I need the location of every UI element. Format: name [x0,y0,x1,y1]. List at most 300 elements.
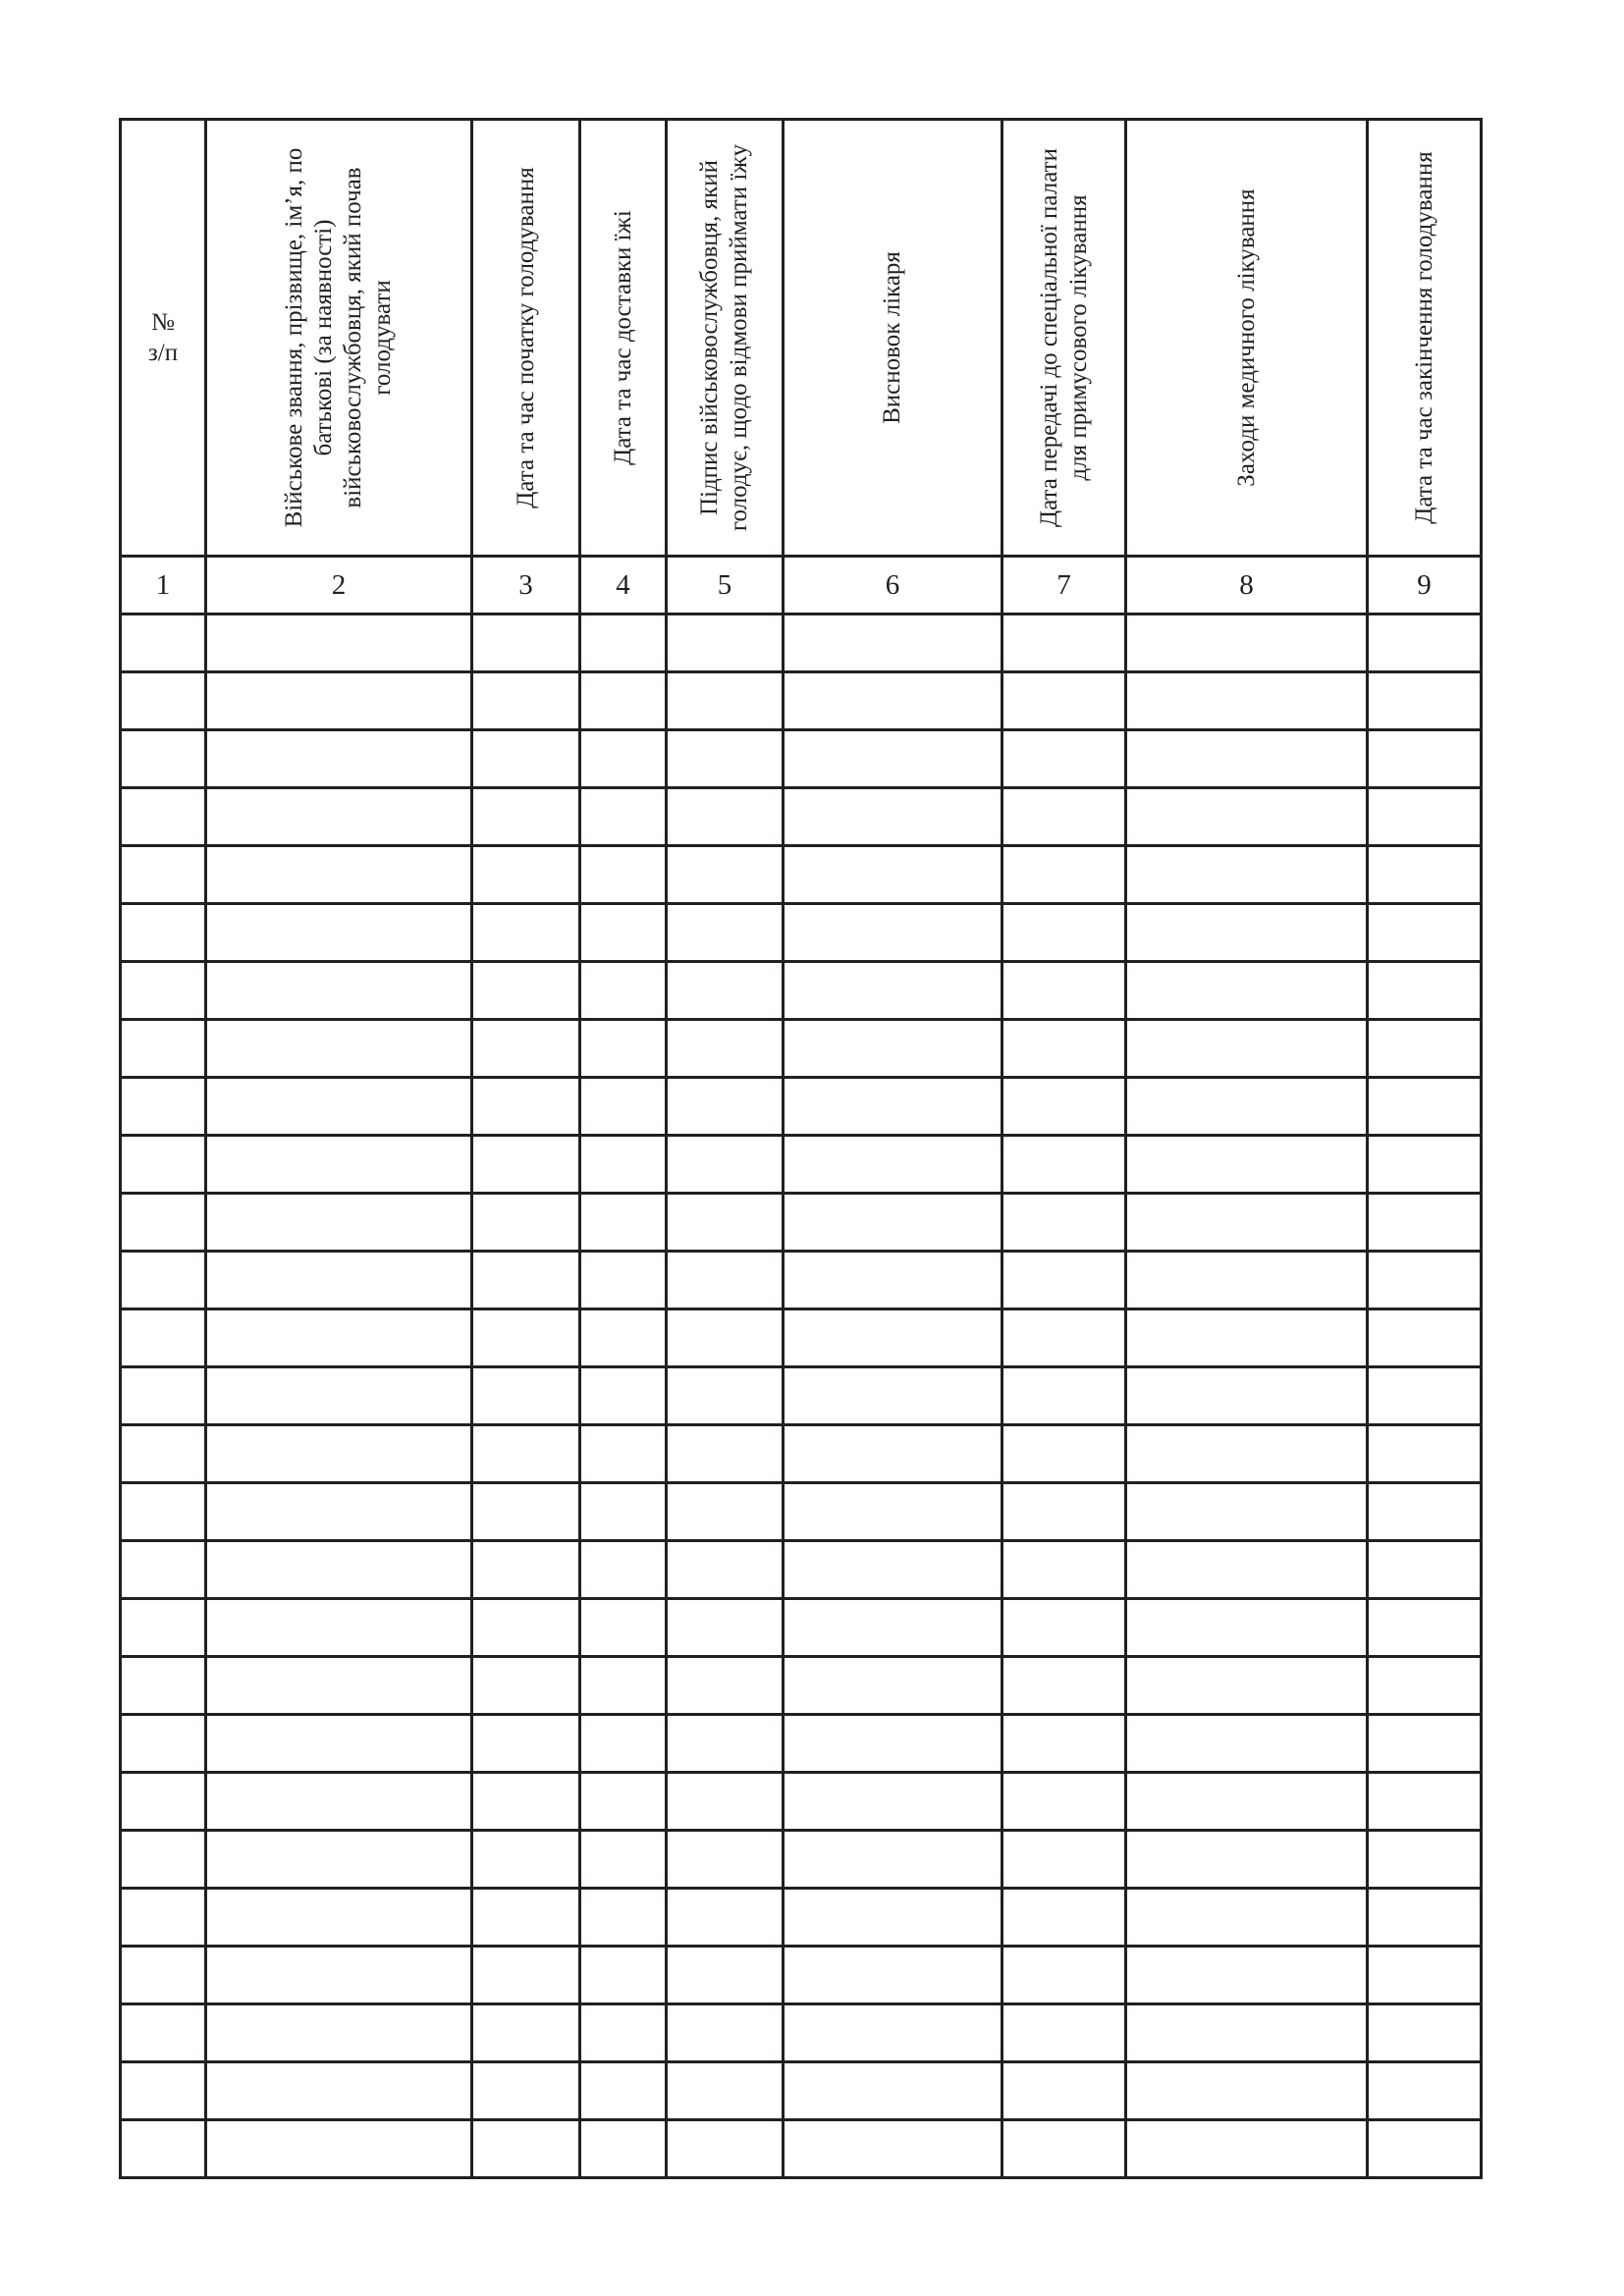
header-signature-label: Підпис військовослужбовця, який голодує, щодо відмови приймати їжу [696,143,752,532]
table-row [121,962,1482,1020]
table-cell [472,904,580,962]
table-cell [580,730,667,788]
table-cell [121,1599,206,1657]
table-cell [121,1541,206,1599]
header-end-date-label: Дата та час закінчення голодування [1410,151,1437,524]
table-cell [472,962,580,1020]
table-cell [784,2120,1002,2178]
table-cell [1002,1657,1126,1715]
table-cell [472,672,580,730]
table-row [121,1078,1482,1136]
table-cell [206,1599,472,1657]
table-row [121,2004,1482,2062]
table-cell [206,846,472,904]
table-cell [580,2062,667,2120]
header-row [121,120,1482,557]
table-cell [1368,1831,1482,1889]
table-cell [580,1657,667,1715]
table-cell [667,614,784,672]
table-cell [1368,1773,1482,1831]
table-cell [580,614,667,672]
table-cell [784,962,1002,1020]
table-cell [206,1309,472,1367]
column-number: 2 [206,557,472,614]
table-cell [1126,614,1368,672]
table-cell [1126,1078,1368,1136]
table-cell [1368,962,1482,1020]
table-cell [1126,1773,1368,1831]
table-cell [1368,1309,1482,1367]
table-cell [667,962,784,1020]
table-cell [784,1483,1002,1541]
table-cell [121,1715,206,1773]
table-cell [121,1773,206,1831]
table-cell [580,904,667,962]
table-cell [1368,1367,1482,1425]
table-cell [121,1657,206,1715]
table-cell [580,1773,667,1831]
header-cell-doctor-conclusion [784,120,1002,557]
table-cell [1002,672,1126,730]
table-cell [472,1020,580,1078]
table-cell [1368,1715,1482,1773]
table-cell [580,1599,667,1657]
table-cell [1368,730,1482,788]
table-cell [1002,1194,1126,1252]
table-cell [1368,1425,1482,1483]
table-cell [206,614,472,672]
table-cell [472,1425,580,1483]
table-cell [784,1020,1002,1078]
table-cell [121,1483,206,1541]
table-cell [1126,1483,1368,1541]
table-cell [667,1194,784,1252]
table-cell [1002,1309,1126,1367]
hunger-strike-journal-table [119,118,1483,2179]
table-cell [121,2004,206,2062]
table-row [121,904,1482,962]
table-cell [784,1541,1002,1599]
table-cell [472,1194,580,1252]
table-cell [667,2062,784,2120]
table-cell [206,1252,472,1309]
table-cell [1126,1252,1368,1309]
table-cell [667,1889,784,1947]
table-cell [1126,1425,1368,1483]
table-row [121,1889,1482,1947]
table-cell [206,1078,472,1136]
table-cell [1126,1831,1368,1889]
table-cell [667,1078,784,1136]
table-cell [1002,1483,1126,1541]
table-cell [121,1194,206,1252]
table-cell [472,1078,580,1136]
table-row [121,614,1482,672]
table-cell [121,962,206,1020]
table-cell [1002,846,1126,904]
table-cell [1368,1947,1482,2004]
table-cell [1126,1367,1368,1425]
table-cell [784,1252,1002,1309]
table-cell [580,1947,667,2004]
table-cell [472,1367,580,1425]
table-cell [667,1773,784,1831]
table-cell [1368,904,1482,962]
column-number: 7 [1002,557,1126,614]
table-cell [1126,2062,1368,2120]
table-cell [667,672,784,730]
table-row [121,846,1482,904]
table-cell [121,1078,206,1136]
table-cell [1126,730,1368,788]
table-cell [1126,1541,1368,1599]
table-cell [1002,1078,1126,1136]
table-cell [784,1599,1002,1657]
table-cell [1002,2004,1126,2062]
table-cell [1368,1889,1482,1947]
table-cell [1368,1020,1482,1078]
table-cell [206,1483,472,1541]
table-row [121,1136,1482,1194]
table-cell [472,730,580,788]
table-cell [784,614,1002,672]
table-cell [667,1136,784,1194]
header-cell-transfer-date [1002,120,1126,557]
table-cell [667,788,784,846]
table-cell [206,1194,472,1252]
table-cell [472,1252,580,1309]
table-cell [667,1657,784,1715]
table-cell [580,1194,667,1252]
table-cell [580,1831,667,1889]
table-cell [580,1367,667,1425]
table-cell [1126,2120,1368,2178]
header-cell-food-delivery [580,120,667,557]
table-cell [667,904,784,962]
table-cell [1368,1136,1482,1194]
table-cell [1002,962,1126,1020]
table-cell [1126,1136,1368,1194]
table-cell [784,1078,1002,1136]
table-cell [784,788,1002,846]
table-row [121,1773,1482,1831]
table-cell [784,672,1002,730]
table-row [121,672,1482,730]
table-cell [1368,1252,1482,1309]
table-row [121,1541,1482,1599]
table-row [121,1194,1482,1252]
table-cell [784,730,1002,788]
table-cell [1002,1136,1126,1194]
column-number: 9 [1368,557,1482,614]
table-cell [206,1657,472,1715]
table-row [121,1657,1482,1715]
table-row [121,788,1482,846]
table-cell [580,1889,667,1947]
table-cell [1368,614,1482,672]
table-cell [121,1252,206,1309]
table-cell [784,1136,1002,1194]
table-cell [667,1252,784,1309]
column-number: 4 [580,557,667,614]
table-cell [472,2004,580,2062]
table-cell [784,1947,1002,2004]
table-cell [1002,904,1126,962]
table-cell [1002,2120,1126,2178]
table-cell [472,1599,580,1657]
table-cell [667,1483,784,1541]
table-cell [206,1889,472,1947]
table-cell [121,1309,206,1367]
table-cell [206,1425,472,1483]
table-cell [1368,1599,1482,1657]
table-cell [580,788,667,846]
table-cell [206,672,472,730]
header-cell-number [121,120,206,557]
table-cell [580,2004,667,2062]
table-cell [784,1715,1002,1773]
table-cell [580,2120,667,2178]
header-cell-end-date [1368,120,1482,557]
table-row [121,1309,1482,1367]
table-cell [1002,1252,1126,1309]
table-cell [206,2120,472,2178]
table-cell [667,1947,784,2004]
table-cell [580,1020,667,1078]
header-cell-medical-measures [1126,120,1368,557]
table-cell [121,672,206,730]
table-cell [472,2120,580,2178]
table-cell [580,1309,667,1367]
table-cell [784,1831,1002,1889]
header-start-date-label: Дата та час початку голодування [512,167,539,508]
table-cell [472,1541,580,1599]
table-cell [1002,788,1126,846]
table-cell [121,1425,206,1483]
table-cell [1126,846,1368,904]
table-row [121,2062,1482,2120]
table-cell [784,1657,1002,1715]
table-cell [580,672,667,730]
table-cell [1126,904,1368,962]
table-cell [784,1889,1002,1947]
header-doctor-conclusion-label: Висновок лікаря [879,251,905,424]
table-cell [121,788,206,846]
table-cell [1002,1425,1126,1483]
column-number: 8 [1126,557,1368,614]
table-cell [784,846,1002,904]
table-cell [1126,2004,1368,2062]
table-cell [121,904,206,962]
table-row [121,1367,1482,1425]
table-cell [1126,1889,1368,1947]
table-cell [121,614,206,672]
table-cell [206,1136,472,1194]
table-cell [667,1715,784,1773]
header-cell-name [206,120,472,557]
table-cell [667,1309,784,1367]
table-cell [1368,846,1482,904]
table-cell [667,730,784,788]
table-cell [1126,1599,1368,1657]
table-cell [472,614,580,672]
table-cell [1126,1194,1368,1252]
table-cell [1126,1309,1368,1367]
table-cell [1002,1947,1126,2004]
table-cell [121,2062,206,2120]
table-cell [1368,2004,1482,2062]
header-name-label: Військове звання, прізвище, ім’я, по батькові (за наявності) військовослужбовця, який почав голодувати [281,147,396,528]
header-cell-start-date [472,120,580,557]
table-cell [472,1947,580,2004]
table-cell [1126,1715,1368,1773]
column-number: 3 [472,557,580,614]
table-cell [121,1947,206,2004]
table-cell [206,1715,472,1773]
table-cell [1002,1020,1126,1078]
table-cell [1368,1194,1482,1252]
table-cell [472,1889,580,1947]
table-cell [667,1020,784,1078]
table-cell [472,1715,580,1773]
table-cell [121,1020,206,1078]
table-cell [472,1657,580,1715]
table-cell [784,1425,1002,1483]
table-cell [206,2004,472,2062]
table-cell [1368,1483,1482,1541]
header-transfer-date-label: Дата передачі до спеціальної палати для примусового лікування [1035,148,1092,527]
table-cell [1126,962,1368,1020]
table-row [121,1715,1482,1773]
table-body [121,614,1482,2178]
table-cell [206,962,472,1020]
header-medical-measures-label: Заходи медичного лікування [1232,188,1260,487]
table-cell [206,1773,472,1831]
table-cell [1126,1657,1368,1715]
table-row [121,1483,1482,1541]
table-cell [580,1715,667,1773]
table-cell [206,1947,472,2004]
table-cell [580,846,667,904]
table-cell [206,788,472,846]
table-cell [472,2062,580,2120]
table-cell [1126,672,1368,730]
table-cell [1368,1657,1482,1715]
table-cell [206,2062,472,2120]
table-cell [121,1367,206,1425]
table-cell [784,904,1002,962]
table-cell [580,1425,667,1483]
table-cell [121,2120,206,2178]
column-number-row [121,557,1482,614]
table-cell [667,1831,784,1889]
table-cell [206,1831,472,1889]
table-cell [121,730,206,788]
table-cell [1368,1078,1482,1136]
table-cell [580,1541,667,1599]
table-cell [667,1599,784,1657]
table-cell [206,1541,472,1599]
table-cell [784,1309,1002,1367]
table-row [121,1252,1482,1309]
table-row [121,2120,1482,2178]
column-number: 1 [121,557,206,614]
table-cell [1002,614,1126,672]
table-cell [667,1425,784,1483]
header-food-delivery-label: Дата та час доставки їжі [609,210,636,465]
table-cell [206,1020,472,1078]
table-cell [121,1889,206,1947]
table-cell [1002,1831,1126,1889]
table-cell [1002,1599,1126,1657]
table-cell [580,1078,667,1136]
table-cell [1368,2120,1482,2178]
table-cell [784,1773,1002,1831]
table-cell [1368,2062,1482,2120]
table-cell [667,2120,784,2178]
table-cell [1126,1947,1368,2004]
table-cell [472,1831,580,1889]
table-row [121,1947,1482,2004]
table-row [121,1599,1482,1657]
table-cell [1002,1773,1126,1831]
table-cell [121,1136,206,1194]
table-cell [580,1483,667,1541]
table-cell [121,846,206,904]
column-number: 5 [667,557,784,614]
table-cell [1002,1715,1126,1773]
table-cell [580,962,667,1020]
table-cell [206,1367,472,1425]
table-cell [1368,788,1482,846]
table-cell [784,1367,1002,1425]
table-cell [1126,1020,1368,1078]
table-cell [1002,1889,1126,1947]
header-cell-signature [667,120,784,557]
table-cell [1368,672,1482,730]
table-cell [667,2004,784,2062]
table-cell [121,1831,206,1889]
table-cell [580,1136,667,1194]
table-cell [667,846,784,904]
table-cell [206,904,472,962]
table-cell [206,730,472,788]
table-cell [472,1483,580,1541]
table-cell [784,1194,1002,1252]
table-cell [472,1773,580,1831]
table-cell [784,2062,1002,2120]
table-cell [784,2004,1002,2062]
table-row [121,1831,1482,1889]
table-cell [472,846,580,904]
table-cell [1002,1367,1126,1425]
table-cell [472,1309,580,1367]
table-cell [580,1252,667,1309]
table-row [121,1425,1482,1483]
table-row [121,730,1482,788]
table-cell [667,1367,784,1425]
table-cell [1002,1541,1126,1599]
column-number: 6 [784,557,1002,614]
table-row [121,1020,1482,1078]
table-cell [472,1136,580,1194]
table-cell [1368,1541,1482,1599]
header-number-label: № з/п [147,309,179,366]
table-cell [1126,788,1368,846]
table-cell [1002,730,1126,788]
table-cell [472,788,580,846]
table-cell [1002,2062,1126,2120]
